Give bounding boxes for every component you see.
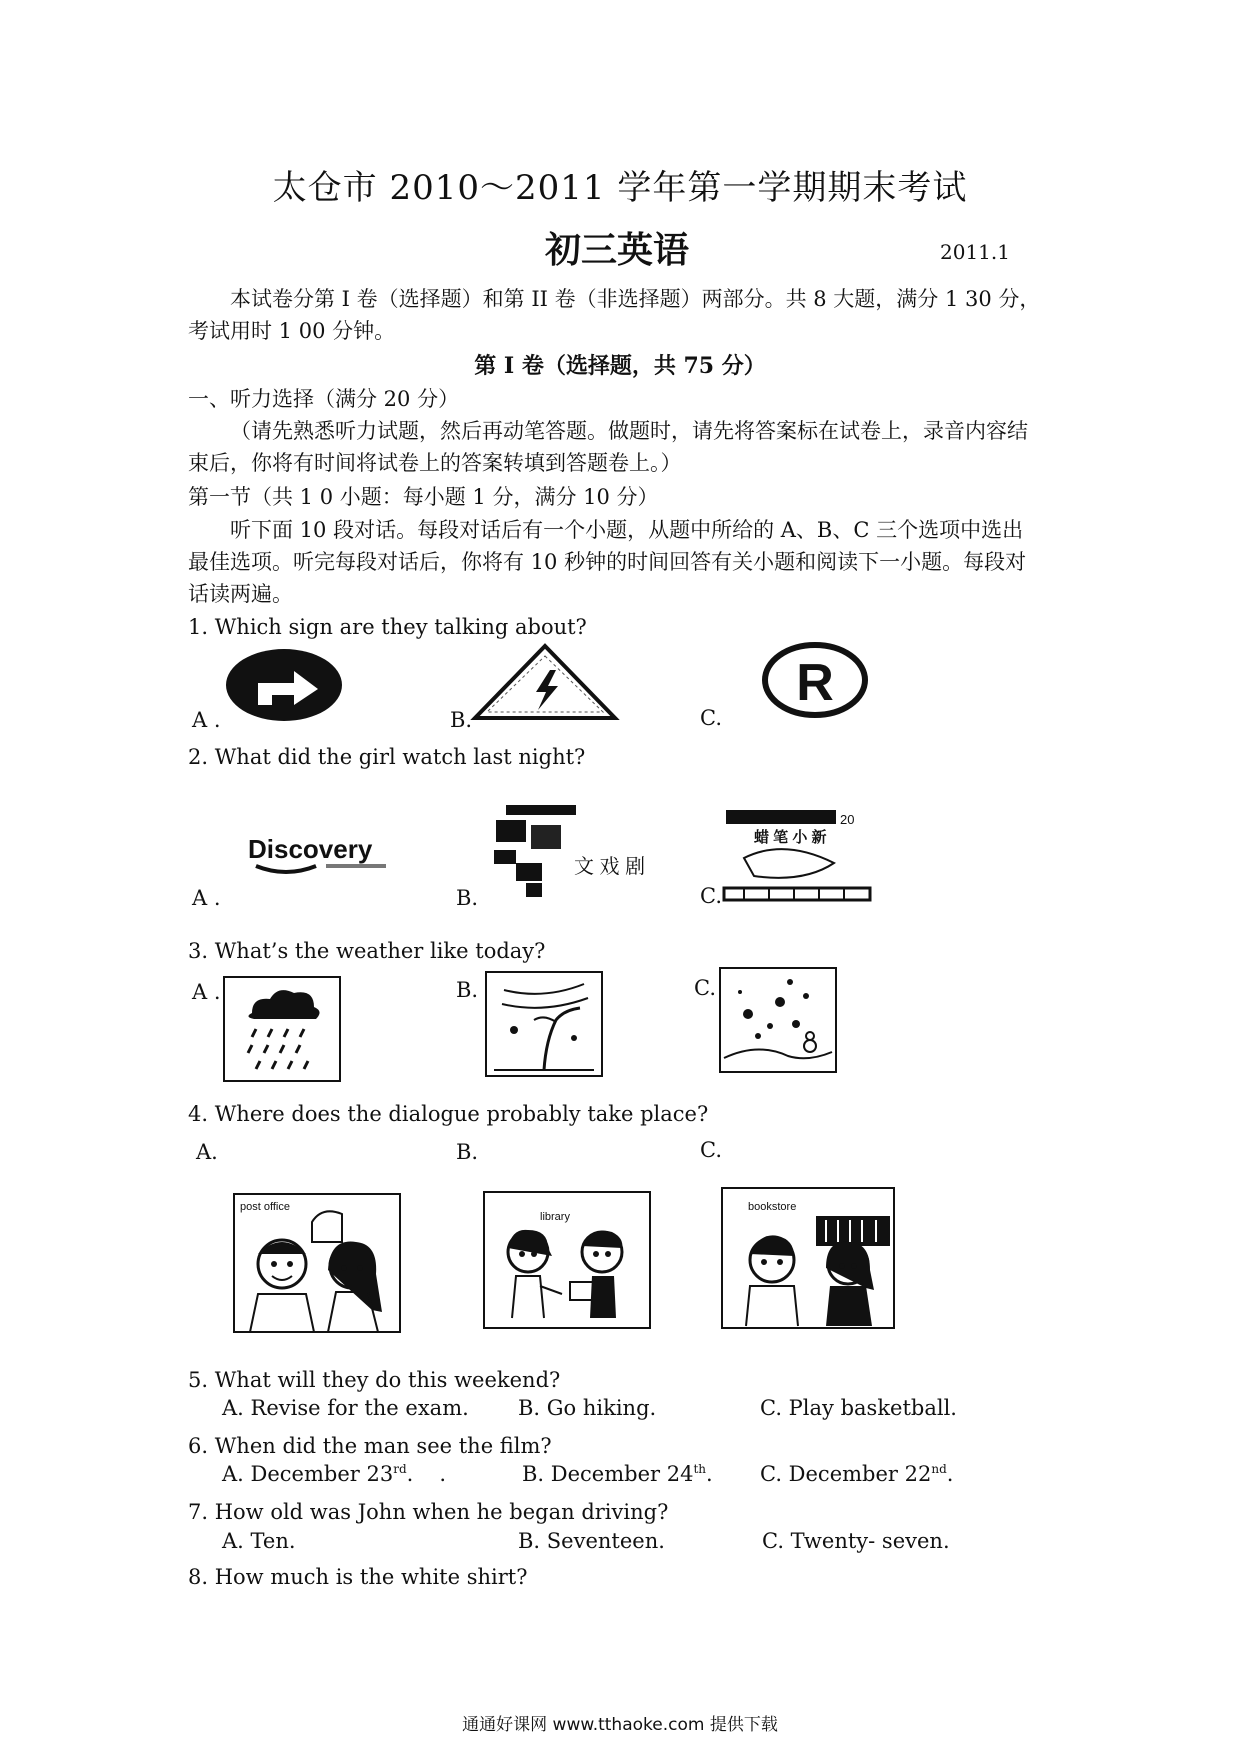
post-office-scene-image: [232, 1192, 402, 1334]
part-title: 一、听力选择（满分 20 分）: [188, 387, 460, 411]
section-heading: 第 I 卷（选择题，共 75 分）: [474, 353, 766, 379]
q6-option-b: B. December 24th.: [522, 1462, 713, 1486]
registered-trademark-sign-image: [760, 640, 870, 720]
q2-option-c-label: C.: [700, 884, 722, 908]
q5-option-b: B. Go hiking.: [518, 1396, 657, 1420]
q4-option-b-label: B.: [456, 1140, 479, 1164]
discovery-logo-text: Discovery: [248, 834, 373, 864]
snow-weather-image: [718, 966, 838, 1074]
q7-option-c: C. Twenty- seven.: [762, 1529, 950, 1553]
electricity-warning-sign-image: [470, 640, 620, 725]
intro-line-1: 本试卷分第 I 卷（选择题）和第 II 卷（非选择题）两部分。共 8 大题，满分 1 30 分，: [230, 287, 1041, 311]
q4-option-a-label: A.: [196, 1140, 218, 1164]
q6-option-a: A. December 23rd. .: [222, 1462, 446, 1486]
question-7: 7. How old was John when he began driving?: [188, 1500, 669, 1524]
q3-option-b-label: B.: [456, 978, 479, 1002]
exam-subtitle: 初三英语: [545, 229, 690, 271]
crayon-shinchan-title: 蜡 笔 小 新: [754, 829, 827, 846]
footer-watermark: 通通好课网 www.tthaoke.com 提供下载: [462, 1715, 778, 1735]
bookstore-label: bookstore: [748, 1201, 797, 1213]
q2-option-a-label: A .: [192, 886, 221, 910]
instructions-line-1: （请先熟悉听力试题，然后再动笔答题。做题时，请先将答案标在试卷上，录音内容结: [230, 419, 1028, 443]
exam-title: 太仓市 2010～2011 学年第一学期期末考试: [272, 168, 968, 208]
crayon-shinchan-year: 20: [840, 812, 855, 827]
question-5: 5. What will they do this weekend?: [188, 1368, 561, 1392]
library-label: library: [540, 1211, 570, 1223]
q1-option-a-label: A .: [192, 708, 221, 732]
instructions-line-2: 束后，你将有时间将试卷上的答案转填到答题卷上。）: [188, 451, 682, 475]
discovery-logo-image: [246, 830, 396, 880]
question-4: 4. Where does the dialogue probably take place?: [188, 1102, 709, 1126]
q1-option-c-label: C.: [700, 706, 722, 730]
directions-line-2: 最佳选项。听完每段对话后，你将有 10 秒钟的时间回答有关小题和阅读下一小题。每段对: [188, 550, 1027, 574]
directions-line-3: 话读两遍。: [188, 582, 293, 606]
q3-option-a-label: A .: [192, 980, 221, 1004]
q5-option-c: C. Play basketball.: [760, 1396, 957, 1420]
q7-option-a: A. Ten.: [222, 1529, 296, 1553]
q7-option-b: B. Seventeen.: [518, 1529, 665, 1553]
question-6: 6. When did the man see the film?: [188, 1434, 552, 1458]
windy-weather-image: [484, 970, 604, 1078]
svg-text:R: R: [796, 654, 834, 712]
intro-line-2: 考试用时 1 00 分钟。: [188, 319, 396, 343]
question-8: 8. How much is the white shirt?: [188, 1565, 528, 1589]
opera-poster-text: 文 戏 剧: [574, 856, 646, 878]
library-scene-image: [482, 1190, 652, 1330]
q3-option-c-label: C.: [694, 976, 716, 1000]
exam-date: 2011.1: [940, 240, 1010, 264]
q2-option-b-label: B.: [456, 886, 479, 910]
q6-option-c: C. December 22nd.: [760, 1462, 954, 1486]
subsection-title: 第一节（共 1 0 小题：每小题 1 分，满分 10 分）: [188, 485, 659, 509]
q4-option-c-label: C.: [700, 1138, 722, 1162]
crayon-shinchan-image: [724, 808, 874, 903]
opera-poster-image: [486, 805, 646, 900]
q1-option-b-label: B.: [450, 708, 473, 732]
question-3: 3. What’s the weather like today?: [188, 939, 546, 963]
q5-option-a: A. Revise for the exam.: [222, 1396, 469, 1420]
question-2: 2. What did the girl watch last night?: [188, 745, 586, 769]
turn-sign-image: [222, 645, 352, 725]
question-1: 1. Which sign are they talking about?: [188, 615, 587, 639]
rain-weather-image: [222, 975, 342, 1083]
post-office-label: post office: [240, 1201, 290, 1213]
bookstore-scene-image: [720, 1186, 896, 1330]
directions-line-1: 听下面 10 段对话。每段对话后有一个小题，从题中所给的 A、B、C 三个选项中选出: [230, 518, 1024, 542]
